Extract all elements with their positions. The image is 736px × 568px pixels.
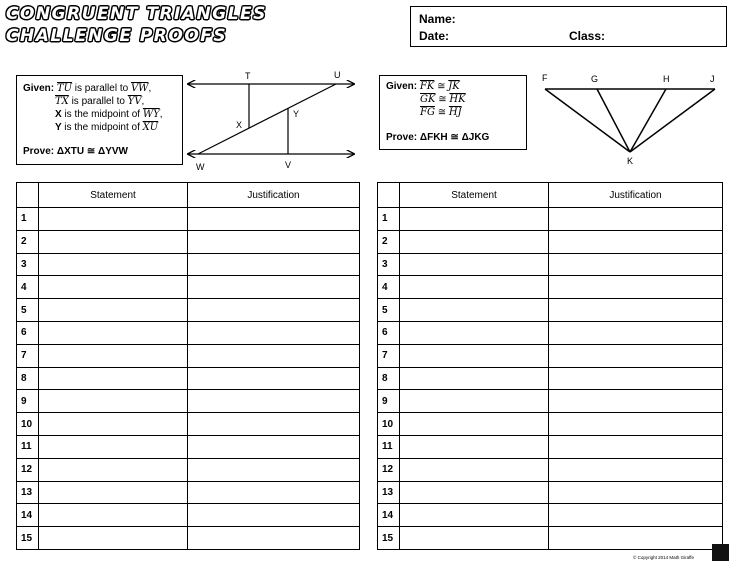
justification-cell[interactable] [188,230,360,253]
table-row [378,435,723,458]
table-row [378,321,723,344]
point-x-label: X [236,120,243,130]
math-giraffe-logo [712,544,729,561]
copyright-text: © Copyright 2014 Math Giraffe [633,555,695,560]
point-w-label: W [196,162,205,172]
statement-cell[interactable] [400,276,549,299]
justification-cell[interactable] [188,208,360,231]
row-number: 2 [17,230,39,253]
table-row [17,276,360,299]
statement-header: Statement [400,183,549,208]
given1-line4: Y is the midpoint of $\overline{XU}$ [55,122,159,133]
statement-cell[interactable] [400,481,549,504]
table-row [378,299,723,322]
justification-cell[interactable] [188,458,360,481]
statement-cell[interactable] [39,253,188,276]
statement-cell[interactable] [400,413,549,436]
statement-cell[interactable] [39,344,188,367]
table-row [378,344,723,367]
statement-cell[interactable] [39,413,188,436]
statement-cell[interactable] [39,504,188,527]
justification-cell[interactable] [188,504,360,527]
given2-line2: $\overline{GK}$ ≅ $\overline{HK}$ [420,94,466,105]
row-number: 10 [378,413,400,436]
table-row [17,390,360,413]
row-number: 15 [17,527,39,550]
point-y-label: Y [293,109,300,119]
justification-cell[interactable] [549,230,723,253]
statement-cell[interactable] [400,504,549,527]
statement-cell[interactable] [400,299,549,322]
point-j-label: J [710,74,715,84]
statement-cell[interactable] [39,208,188,231]
justification-cell[interactable] [549,413,723,436]
row-number-header [378,183,400,208]
justification-header: Justification [549,183,723,208]
justification-cell[interactable] [549,527,723,550]
justification-cell[interactable] [188,390,360,413]
justification-cell[interactable] [549,321,723,344]
table-row [378,527,723,550]
table-row [378,208,723,231]
row-number: 8 [378,367,400,390]
justification-cell[interactable] [549,299,723,322]
table-row [378,390,723,413]
segment-jk [630,89,715,152]
proof-table-left [16,182,360,550]
justification-cell[interactable] [549,208,723,231]
row-number: 6 [17,321,39,344]
row-number: 12 [17,458,39,481]
statement-cell[interactable] [400,344,549,367]
table-row [17,367,360,390]
row-number: 15 [378,527,400,550]
justification-cell[interactable] [188,276,360,299]
statement-cell[interactable] [39,435,188,458]
table-row [17,481,360,504]
point-f-label: F [542,73,548,83]
justification-cell[interactable] [188,435,360,458]
table-row [17,299,360,322]
table-row [378,367,723,390]
table-row [378,276,723,299]
table-row [378,413,723,436]
justification-cell[interactable] [549,481,723,504]
statement-cell[interactable] [400,230,549,253]
row-number: 1 [17,208,39,231]
point-k-label: K [627,156,634,166]
statement-cell[interactable] [400,458,549,481]
given1-line2: $\overline{TX}$ is parallel to $\overline{YV}$, [55,96,145,107]
justification-cell[interactable] [549,253,723,276]
row-number: 9 [378,390,400,413]
statement-cell[interactable] [39,527,188,550]
table-row [17,527,360,550]
justification-header: Justification [188,183,360,208]
row-number: 5 [17,299,39,322]
statement-cell[interactable] [39,321,188,344]
row-number: 11 [378,435,400,458]
table-row [17,321,360,344]
date-label: Date: [419,29,450,43]
point-g-label: G [591,74,599,84]
given2-line1: Given: $\overline{FK}$ ≅ $\overline{JK}$ [386,81,460,92]
justification-cell[interactable] [188,253,360,276]
justification-cell[interactable] [549,344,723,367]
class-label: Class: [569,29,606,43]
justification-cell[interactable] [188,321,360,344]
proof-table-right [377,182,723,550]
justification-cell[interactable] [549,504,723,527]
justification-cell[interactable] [188,367,360,390]
table-row [17,413,360,436]
statement-cell[interactable] [39,390,188,413]
row-number: 4 [17,276,39,299]
title-line-2: CHALLENGE PROOFS [6,26,228,46]
statement-cell[interactable] [39,367,188,390]
problem2-figure [0,0,736,180]
justification-cell[interactable] [549,276,723,299]
row-number: 4 [378,276,400,299]
table-row [378,458,723,481]
table-row [378,481,723,504]
justification-cell[interactable] [188,344,360,367]
segment-gk [597,89,630,152]
statement-cell[interactable] [39,481,188,504]
statement-cell[interactable] [39,276,188,299]
row-number: 13 [17,481,39,504]
table-row [378,504,723,527]
prove1-line: Prove: ΔXTU ≅ ΔYVW [23,146,128,157]
given2-line3: $\overline{FG}$ ≅ $\overline{HJ}$ [420,107,462,118]
justification-cell[interactable] [188,527,360,550]
table-row [17,230,360,253]
justification-cell[interactable] [549,390,723,413]
justification-cell[interactable] [549,367,723,390]
statement-cell[interactable] [400,253,549,276]
prove2-line: Prove: ΔFKH ≅ ΔJKG [386,132,490,143]
statement-cell[interactable] [400,435,549,458]
statement-cell[interactable] [400,321,549,344]
point-h-label: H [663,74,670,84]
row-number: 10 [17,413,39,436]
statement-cell[interactable] [400,208,549,231]
justification-cell[interactable] [549,435,723,458]
statement-cell[interactable] [400,527,549,550]
row-number: 8 [17,367,39,390]
statement-cell[interactable] [39,458,188,481]
row-number: 14 [378,504,400,527]
table-row [17,504,360,527]
name-label: Name: [419,12,456,26]
row-number: 14 [17,504,39,527]
row-number: 7 [17,344,39,367]
row-number: 9 [17,390,39,413]
justification-cell[interactable] [188,481,360,504]
row-number: 12 [378,458,400,481]
table-row [17,208,360,231]
row-number: 6 [378,321,400,344]
justification-cell[interactable] [549,458,723,481]
row-number: 1 [378,208,400,231]
table-row [17,458,360,481]
title-line-1: CONGRUENT TRIANGLES [6,4,267,24]
segment-fk [545,89,630,152]
point-t-label: T [245,71,251,81]
row-number: 3 [378,253,400,276]
justification-cell[interactable] [188,299,360,322]
statement-header: Statement [39,183,188,208]
given1-line3: X is the midpoint of $\overline{WY}$, [55,109,163,120]
statement-cell[interactable] [39,230,188,253]
table-row [378,253,723,276]
table-row [17,435,360,458]
point-u-label: U [334,70,341,80]
point-v-label: V [285,160,292,170]
table-row [17,344,360,367]
row-number: 11 [17,435,39,458]
table-row [378,230,723,253]
statement-cell[interactable] [400,367,549,390]
justification-cell[interactable] [188,413,360,436]
row-number-header [17,183,39,208]
row-number: 7 [378,344,400,367]
row-number: 2 [378,230,400,253]
statement-cell[interactable] [400,390,549,413]
table-row [17,253,360,276]
statement-cell[interactable] [39,299,188,322]
segment-hk [630,89,666,152]
row-number: 13 [378,481,400,504]
given1-line1: Given: $\overline{TU}$ is parallel to $\overline{VW}$, [23,83,152,94]
row-number: 3 [17,253,39,276]
row-number: 5 [378,299,400,322]
